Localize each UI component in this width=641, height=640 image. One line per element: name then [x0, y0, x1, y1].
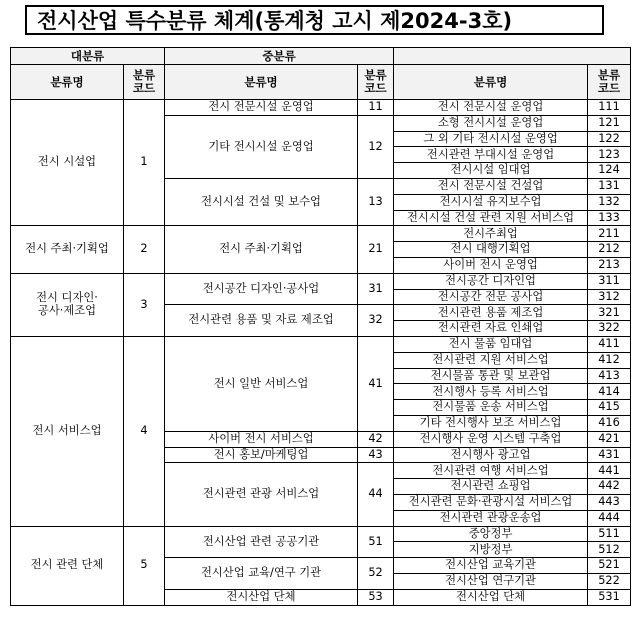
middle-code: 21 [358, 226, 394, 273]
minor-code: 511 [588, 526, 631, 542]
table-row [11, 226, 631, 242]
minor-name: 지방정부 [394, 542, 588, 558]
major-code: 2 [124, 226, 165, 273]
minor-code: 442 [588, 479, 631, 495]
minor-name: 전시 전문시설 건설업 [394, 178, 588, 194]
minor-code: 413 [588, 368, 631, 384]
major-name: 전시 서비스업 [11, 336, 124, 526]
minor-code: 444 [588, 510, 631, 526]
header-major: 대분류 [11, 48, 165, 65]
minor-name: 전시시설 유지보수업 [394, 194, 588, 210]
major-code: 3 [124, 273, 165, 336]
major-code: 1 [124, 100, 165, 226]
minor-code: 522 [588, 573, 631, 589]
middle-name: 전시산업 관련 공공기관 [165, 526, 358, 558]
minor-name: 전시관련 지원 서비스업 [394, 352, 588, 368]
minor-code: 212 [588, 242, 631, 258]
minor-code: 213 [588, 257, 631, 273]
middle-name: 전시산업 교육/연구 기관 [165, 558, 358, 590]
middle-code: 31 [358, 273, 394, 305]
minor-code: 131 [588, 178, 631, 194]
minor-code: 443 [588, 494, 631, 510]
middle-name: 전시 일반 서비스업 [165, 336, 358, 431]
minor-code: 321 [588, 305, 631, 321]
minor-code: 414 [588, 384, 631, 400]
minor-code: 312 [588, 289, 631, 305]
minor-name: 전시산업 연구기관 [394, 573, 588, 589]
middle-code: 43 [358, 447, 394, 463]
minor-code: 415 [588, 400, 631, 416]
header-minor-blank [394, 48, 631, 65]
middle-name: 전시 홍보/마케팅업 [165, 447, 358, 463]
minor-name: 소형 전시시설 운영업 [394, 115, 588, 131]
minor-code: 512 [588, 542, 631, 558]
middle-code: 51 [358, 526, 394, 558]
minor-name: 기타 전시행사 보조 서비스업 [394, 415, 588, 431]
minor-name: 전시행사 등록 서비스업 [394, 384, 588, 400]
major-name: 전시 주최·기획업 [11, 226, 124, 273]
minor-name: 전시 대행기획업 [394, 242, 588, 258]
minor-name: 전시시설 임대업 [394, 163, 588, 179]
middle-code: 11 [358, 100, 394, 116]
header-major-name: 분류명 [11, 65, 124, 100]
minor-name: 전시시설 건설 관련 지원 서비스업 [394, 210, 588, 226]
minor-name: 그 외 기타 전시시설 운영업 [394, 131, 588, 147]
table-row [11, 273, 631, 289]
minor-name: 중앙정부 [394, 526, 588, 542]
middle-code: 42 [358, 431, 394, 447]
minor-name: 전시관련 문화·관광시설 서비스업 [394, 494, 588, 510]
middle-name: 전시 주최·기획업 [165, 226, 358, 273]
minor-code: 122 [588, 131, 631, 147]
minor-name: 전시관련 자료 인쇄업 [394, 321, 588, 337]
minor-name: 전시관련 여행 서비스업 [394, 463, 588, 479]
minor-name: 전시 전문시설 운영업 [394, 100, 588, 116]
middle-name: 전시공간 디자인·공사업 [165, 273, 358, 305]
classification-table [10, 47, 631, 606]
minor-code: 124 [588, 163, 631, 179]
minor-code: 441 [588, 463, 631, 479]
minor-code: 431 [588, 447, 631, 463]
minor-code: 521 [588, 558, 631, 574]
minor-name: 전시관련 쇼핑업 [394, 479, 588, 495]
middle-name: 전시시설 건설 및 보수업 [165, 178, 358, 225]
minor-name: 전시공간 디자인업 [394, 273, 588, 289]
major-name: 전시 관련 단체 [11, 526, 124, 605]
minor-name: 전시산업 단체 [394, 589, 588, 605]
middle-code: 12 [358, 115, 394, 178]
header-major-code: 분류 코드 [124, 65, 165, 100]
minor-code: 411 [588, 336, 631, 352]
minor-code: 133 [588, 210, 631, 226]
middle-code: 44 [358, 463, 394, 526]
minor-name: 전시 물품 임대업 [394, 336, 588, 352]
middle-code: 41 [358, 336, 394, 431]
minor-code: 421 [588, 431, 631, 447]
minor-code: 211 [588, 226, 631, 242]
minor-code: 123 [588, 147, 631, 163]
major-code: 5 [124, 526, 165, 605]
minor-code: 531 [588, 589, 631, 605]
minor-name: 전시행사 운영 시스템 구축업 [394, 431, 588, 447]
minor-name: 전시관련 관광운송업 [394, 510, 588, 526]
middle-code: 52 [358, 558, 394, 590]
minor-code: 412 [588, 352, 631, 368]
major-code: 4 [124, 336, 165, 526]
middle-name: 전시산업 단체 [165, 589, 358, 605]
table-row [11, 526, 631, 542]
middle-name: 전시 전문시설 운영업 [165, 100, 358, 116]
minor-name: 전시산업 교육기관 [394, 558, 588, 574]
header-middle-code: 분류 코드 [358, 65, 394, 100]
minor-code: 111 [588, 100, 631, 116]
middle-code: 32 [358, 305, 394, 337]
minor-name: 전시주최업 [394, 226, 588, 242]
middle-name: 전시관련 용품 및 자료 제조업 [165, 305, 358, 337]
middle-name: 전시관련 관광 서비스업 [165, 463, 358, 526]
header-middle-name: 분류명 [165, 65, 358, 100]
middle-code: 13 [358, 178, 394, 225]
minor-code: 132 [588, 194, 631, 210]
minor-name: 사이버 전시 운영업 [394, 257, 588, 273]
minor-name: 전시물품 운송 서비스업 [394, 400, 588, 416]
major-name: 전시 시설업 [11, 100, 124, 226]
minor-name: 전시물품 통관 및 보관업 [394, 368, 588, 384]
minor-name: 전시행사 광고업 [394, 447, 588, 463]
page-title: 전시산업 특수분류 체계(통계청 고시 제2024-3호) [25, 5, 604, 35]
minor-code: 121 [588, 115, 631, 131]
minor-name: 전시관련 부대시설 운영업 [394, 147, 588, 163]
minor-code: 416 [588, 415, 631, 431]
middle-name: 기타 전시시설 운영업 [165, 115, 358, 178]
middle-name: 사이버 전시 서비스업 [165, 431, 358, 447]
header-minor-name: 분류명 [394, 65, 588, 100]
minor-name: 전시관련 용품 제조업 [394, 305, 588, 321]
minor-code: 311 [588, 273, 631, 289]
major-name: 전시 디자인· 공사·제조업 [11, 273, 124, 336]
minor-code: 322 [588, 321, 631, 337]
minor-name: 전시공간 전문 공사업 [394, 289, 588, 305]
table-row [11, 336, 631, 352]
header-middle: 중분류 [165, 48, 394, 65]
header-minor-code: 분류 코드 [588, 65, 631, 100]
middle-code: 53 [358, 589, 394, 605]
table-row [11, 100, 631, 116]
